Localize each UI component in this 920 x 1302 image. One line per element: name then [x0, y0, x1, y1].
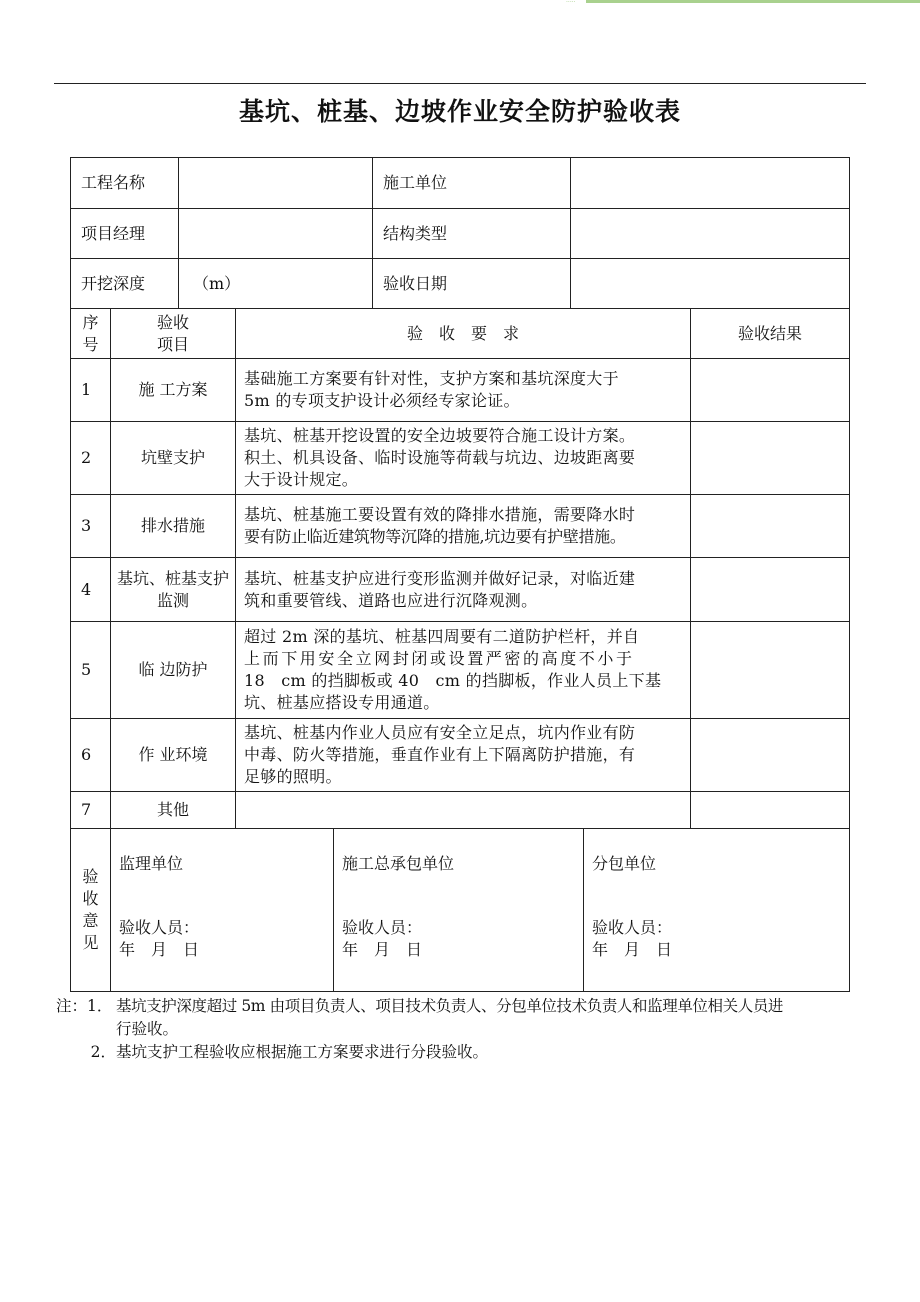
row-3-requirement-line: 基坑、桩基施工要设置有效的降排水措施，需要降水时: [244, 505, 636, 524]
row-2-requirement: [236, 422, 691, 495]
row-1-item: 施 工方案: [111, 359, 236, 422]
project-name-value[interactable]: [179, 158, 373, 209]
row-2-requirement-line: 积土、机具设备、临时设施等荷载与坑边、边坡距离要: [244, 448, 636, 467]
row-1-result[interactable]: [691, 359, 849, 422]
row-4-result[interactable]: [691, 558, 849, 622]
opinion-label-char: 意: [82, 911, 99, 930]
column-header-result: 验收结果: [691, 309, 849, 359]
header-label-project-name: 工程名称: [71, 158, 179, 209]
header-label-contractor: 施工单位: [373, 158, 571, 209]
header-rule: [54, 83, 866, 84]
row-5-requirement-line: 坑、桩基应搭设专用通道。: [244, 693, 440, 712]
row-4-requirement: [236, 558, 691, 622]
row-2-result[interactable]: [691, 422, 849, 495]
row-7-seq: 7: [71, 792, 111, 829]
row-3-requirement-line: 要有防止临近建筑物等沉降的措施,坑边要有护壁措施。: [244, 527, 626, 546]
general-contractor-unit-label: 施工总承包单位: [342, 854, 455, 873]
footnotes: [56, 995, 868, 1064]
row-4-requirement-line: 基坑、桩基支护应进行变形监测并做好记录，对临近建: [244, 568, 636, 588]
row-5-item: 临 边防护: [111, 622, 236, 719]
column-header-seq-line2: 号: [82, 334, 99, 354]
general-contractor-signoff[interactable]: [334, 829, 584, 991]
column-header-item-line2: 项目: [156, 334, 189, 354]
header-decoration-bar: [586, 0, 920, 3]
footnote-2-line: 基坑支护工程验收应根据施工方案要求进行分段验收。: [116, 1043, 489, 1061]
acceptance-form-table: [70, 157, 850, 992]
row-2-seq: 2: [71, 422, 111, 495]
row-6-item: 作 业环境: [111, 719, 236, 792]
opinion-label-char: 验: [82, 867, 99, 886]
row-1-seq: 1: [71, 359, 111, 422]
footnote-1-prefix: 注：1．: [56, 997, 113, 1015]
row-2-item: 坑壁支护: [111, 422, 236, 495]
supervisor-inspector-label: 验收人员：: [119, 918, 200, 937]
row-4-item: 基坑、桩基支护监测: [111, 558, 236, 622]
row-3-result[interactable]: [691, 495, 849, 558]
row-3-item: 排水措施: [111, 495, 236, 558]
row-6-requirement-line: 基坑、桩基内作业人员应有安全立足点，坑内作业有防: [244, 723, 636, 742]
row-2-requirement-line: 基坑、桩基开挖设置的安全边坡要符合施工设计方案。: [244, 426, 636, 445]
column-header-item: [111, 309, 236, 359]
row-6-requirement-line: 中毒、防火等措施，垂直作业有上下隔离防护措施，有: [244, 745, 636, 764]
row-7-item: 其他: [111, 792, 236, 829]
footnote-1: [56, 995, 868, 1041]
row-3-seq: 3: [71, 495, 111, 558]
row-6-result[interactable]: [691, 719, 849, 792]
row-2-requirement-line: 大于设计规定。: [244, 470, 359, 489]
contractor-value[interactable]: [571, 158, 849, 209]
footnote-1-line: 基坑支护深度超过 5m 由项目负责人、项目技术负责人、分包单位技术负责人和监理单位相关人员进: [116, 997, 784, 1015]
row-6-requirement-line: 足够的照明。: [244, 767, 342, 786]
footnote-1-line: 行验收。: [116, 1020, 179, 1038]
supervisor-date-label: 年 月 日: [119, 940, 200, 959]
row-5-requirement: [236, 622, 691, 719]
supervisor-unit-label: 监理单位: [119, 854, 184, 873]
row-4-requirement-line: 筑和重要管线、道路也应进行沉降观测。: [244, 590, 538, 610]
footnote-2-prefix: 2．: [90, 1043, 116, 1061]
excavation-depth-value[interactable]: （m）: [179, 259, 373, 309]
row-4-seq: 4: [71, 558, 111, 622]
footnote-2: [56, 1041, 868, 1064]
row-5-requirement-line: 18 cm 的挡脚板或 40 cm 的挡脚板，作业人员上下基: [244, 671, 662, 690]
header-label-project-manager: 项目经理: [71, 209, 179, 259]
row-3-requirement: [236, 495, 691, 558]
header-label-structure-type: 结构类型: [373, 209, 571, 259]
row-1-requirement-line: 基础施工方案要有针对性，支护方案和基坑深度大于: [244, 369, 619, 388]
row-5-seq: 5: [71, 622, 111, 719]
subcontractor-unit-label: 分包单位: [592, 854, 657, 873]
opinion-label-char: 见: [82, 933, 99, 952]
header-label-excavation-depth: 开挖深度: [71, 259, 179, 309]
project-manager-value[interactable]: [179, 209, 373, 259]
row-6-seq: 6: [71, 719, 111, 792]
column-header-requirement: 验 收 要 求: [236, 309, 691, 359]
structure-type-value[interactable]: [571, 209, 849, 259]
opinion-label: [71, 829, 111, 991]
subcontractor-date-label: 年 月 日: [592, 940, 673, 959]
column-header-seq: [71, 309, 111, 359]
column-header-seq-line1: 序: [82, 312, 99, 332]
header-decoration-dots: ·····: [566, 0, 576, 6]
supervisor-signoff[interactable]: [111, 829, 334, 991]
subcontractor-signoff[interactable]: [584, 829, 849, 991]
page-title: 基坑、桩基、边坡作业安全防护验收表: [238, 97, 681, 126]
row-5-requirement-line: 超过 2m 深的基坑、桩基四周要有二道防护栏杆，并自: [244, 627, 640, 646]
row-7-result[interactable]: [691, 792, 849, 829]
opinion-label-char: 收: [82, 889, 99, 908]
row-5-result[interactable]: [691, 622, 849, 719]
row-1-requirement-line: 5m 的专项支护设计必须经专家论证。: [244, 391, 520, 410]
acceptance-date-value[interactable]: [571, 259, 849, 309]
subcontractor-inspector-label: 验收人员：: [592, 918, 673, 937]
row-5-requirement-line: 上而下用安全立网封闭或设置严密的高度不小于: [244, 649, 635, 668]
column-header-item-line1: 验收: [156, 312, 189, 332]
general-contractor-date-label: 年 月 日: [342, 940, 423, 959]
row-6-requirement: [236, 719, 691, 792]
row-7-requirement[interactable]: [236, 792, 691, 829]
general-contractor-inspector-label: 验收人员：: [342, 918, 423, 937]
row-1-requirement: [236, 359, 691, 422]
header-label-acceptance-date: 验收日期: [373, 259, 571, 309]
